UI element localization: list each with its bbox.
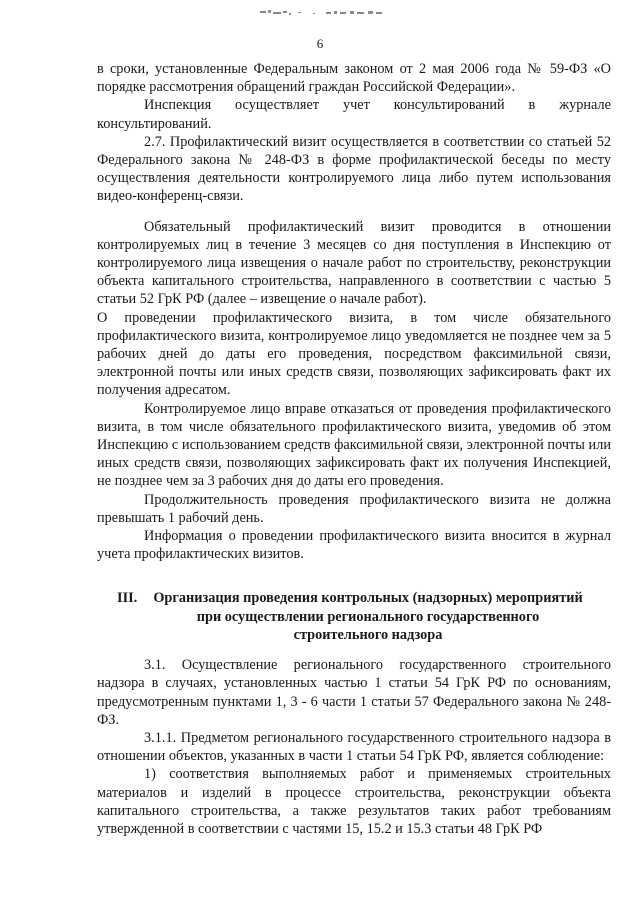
paragraph: Продолжительность проведения профилактического визита не должна превышать 1 рабочий день. [97,491,611,526]
paragraph: О проведении профилактического визита, в том числе обязательного профилактического визита, контролируемое лицо уведомляется не позднее чем за 5 рабочих дней до даты его проведения, посредством факсимильной связи, электронной почты или иных средств связи, позволяющих зафиксировать факт их получения адресатом. [97,309,611,399]
paragraph: в сроки, установленные Федеральным законом от 2 мая 2006 года № 59-ФЗ «О порядке рассмотрения обращений граждан Российской Федерации». [97,61,611,96]
section-title-line: при осуществлении регионального государственного [196,608,540,625]
paragraph: Инспекция осуществляет учет консультирований в журнале консультирований. [97,97,611,132]
paragraph: 1) соответствия выполняемых работ и применяемых строительных материалов и изделий в процессе строительства, реконструкции объекта капитального строительства, а также результатов таких работ требованиям утвержденной в соответствии с частями 15, 15.2 и 15.3 статьи 48 ГрК РФ [97,766,611,837]
section-title-line: строительного надзора [293,626,443,643]
paragraph: Контролируемое лицо вправе отказаться от проведения профилактического визита, в том числе обязательного профилактического визита, уведомив об этом Инспекцию с использованием средств факсимильной связи, электронной почты или иных средств связи, позволяющих зафиксировать факт их получения Инспекцией, не позднее чем за 3 рабочих дня до даты его проведения. [97,400,611,490]
paragraph: 3.1.1. Предметом регионального государственного строительного надзора в отношении объектов, указанных в части 1 статьи 54 ГрК РФ, является соблюдение: [97,729,611,765]
paragraph: Обязательный профилактический визит проводится в отношении контролируемых лиц в течение 3 месяцев со дня поступления в Инспекцию от контролируемого лица извещения о начале работ по строительству, реконструкции объекта капитального строительства, направленного в соответствии с частью 5 статьи 52 ГрК РФ (далее – извещение о начале работ). [97,218,611,308]
section-number: III. [117,590,138,607]
paragraph: 2.7. Профилактический визит осуществляется в соответствии со статьей 52 Федерального закона № 248-ФЗ в форме профилактической беседы по месту осуществления деятельности контролируемого лица либо путем использования видео-конференц-связи. [97,133,611,205]
scan-artifact [258,8,388,18]
page-number: 6 [316,36,324,51]
paragraph: 3.1. Осуществление регионального государственного строительного надзора в случаях, установленных частью 1 статьи 54 ГрК РФ по основаниям, предусмотренным пунктами 1, 3 - 6 части 1 статьи 57 Федерального закона № 248-ФЗ. [97,657,611,728]
body-text [97,60,611,838]
section-title-line: Организация проведения контрольных (надзорных) мероприятий [153,590,583,607]
section-heading [97,589,611,644]
paragraph: Информация о проведении профилактического визита вносится в журнал учета профилактических визитов. [97,528,611,563]
